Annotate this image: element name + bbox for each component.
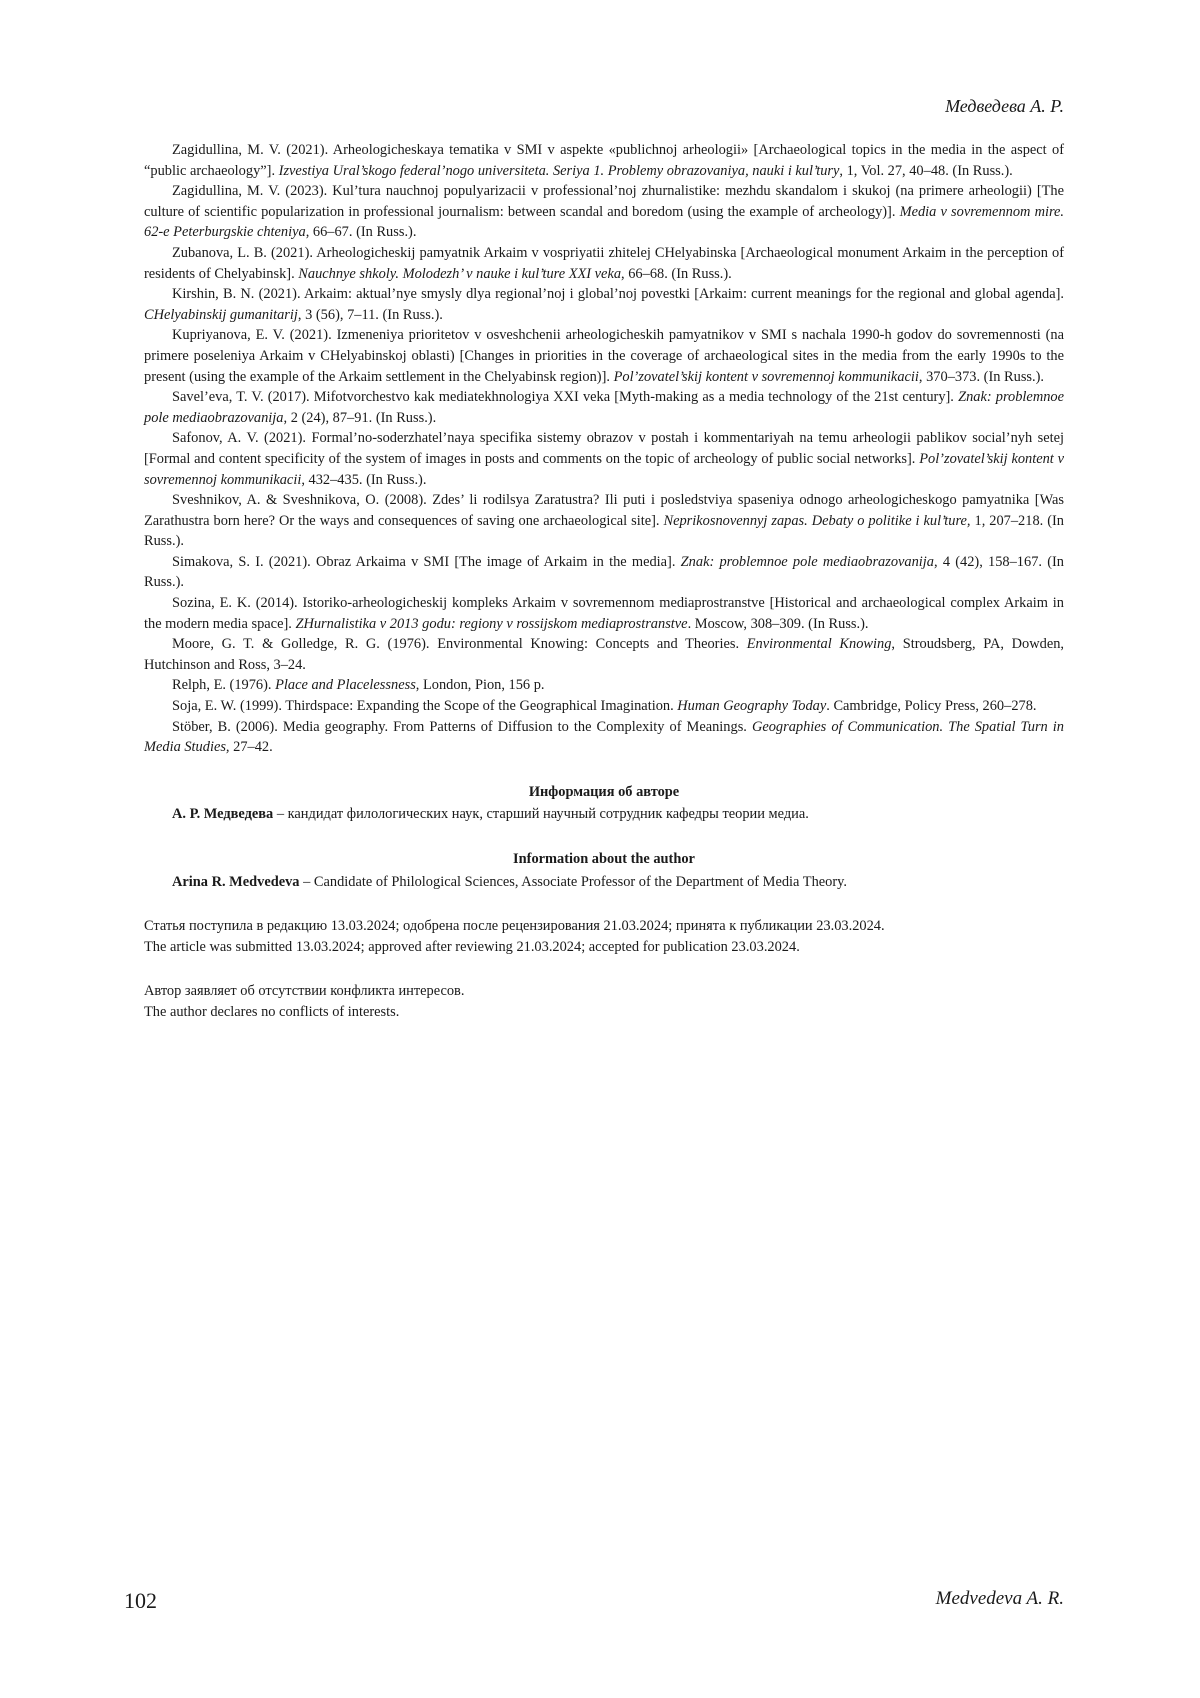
reference-text: Soja, E. W. (1999). Thirdspace: Expanding the Scope of the Geographical Imagination. [172, 698, 678, 715]
reference-details: , 1, Vol. 27, 40–48. (In Russ.). [839, 162, 1013, 179]
reference-item [144, 140, 1064, 181]
author-info-ru [144, 804, 1064, 825]
reference-text: Kupriyanova, E. V. (2021). Izmeneniya prioritetov v osveshchenii arheologicheskih pamyatnikov v SMI s nachala 1990-h godov do sovremennosti (na primere poseleniya Arkaim v CHelyabinskoj oblasti) [Changes in priorities in the coverage of archaeological sites in the media from the early 1990s to the present (using the example of the Arkaim settlement in the Chelyabinsk region)]. [144, 327, 1064, 385]
conflict-ru: Автор заявляет об отсутствии конфликта интересов. [144, 983, 465, 1000]
author-description-ru: – кандидат филологических наук, старший научный сотрудник кафедры теории медиа. [273, 806, 809, 823]
reference-source-title: Place and Placelessness [275, 677, 416, 694]
reference-text: Zubanova, L. B. (2021). Arheologicheskij pamyatnik Arkaim v vospriyatii zhitelej CHelyabinska [Archaeological monument Arkaim in the perception of residents of Chelyabinsk]. [144, 244, 1064, 282]
reference-item [144, 634, 1064, 675]
reference-source-title: Znak: problemnoe pole mediaobrazovanija [680, 553, 934, 570]
reference-source-title: Izvestiya Ural’skogo federal’nogo universiteta. Seriya 1. Problemy obrazovaniya, nauki i kul’tury [278, 162, 840, 179]
reference-details: . Moscow, 308–309. (In Russ.). [687, 615, 869, 632]
reference-source-title: ZHurnalistika v 2013 godu: regiony v rossijskom mediaprostranstve [295, 615, 688, 632]
reference-item [144, 552, 1064, 593]
reference-text: Moore, G. T. & Golledge, R. G. (1976). Environmental Knowing: Concepts and Theories. [172, 636, 747, 653]
reference-text: Relph, E. (1976). [172, 677, 276, 694]
reference-text: Safonov, A. V. (2021). Formal’no-soderzhatel’naya specifika sistemy obrazov v postah i kommentariyah na temu arheologii pablikov social’nyh setej [Formal and content specificity of the system of images in posts and comments on the topic of archeology of public social networks]. [144, 430, 1064, 467]
reference-details: 27–42. [229, 739, 273, 756]
reference-details: , London, Pion, 156 p. [415, 677, 545, 694]
reference-details: , 66–68. (In Russ.). [621, 265, 732, 282]
reference-source-title: Nauchnye shkoly. Molodezh’ v nauke i kul’ture XXI veka [298, 265, 622, 282]
reference-text: Sozina, E. K. (2014). Istoriko-arheologicheskij kompleks Arkaim v sovremennom mediaprostranstve [Historical and archaeological complex Arkaim in the modern media space]. [144, 595, 1064, 632]
reference-item [144, 284, 1064, 325]
conflict-en: The author declares no conflicts of interests. [144, 1003, 400, 1020]
submission-en: The article was submitted 13.03.2024; approved after reviewing 21.03.2024; accepted for publication 23.03.2024. [144, 938, 800, 955]
reference-text: Zagidullina, M. V. (2021). Arheologicheskaya tematika v SMI v aspekte «publichnoj arheologii» [Archaeological topics in the media in the aspect of “public archaeology”]. [144, 142, 1064, 179]
reference-item [144, 717, 1064, 758]
reference-details: , Stroudsberg, PA, Dowden, Hutchinson and Ross, 3–24. [144, 636, 1064, 673]
reference-source-title: Znak: problemnoe pole mediaobrazovanija [144, 389, 1064, 426]
reference-source-title: Pol’zovatel’skij kontent v sovremennoj kommunikacii [144, 450, 1064, 488]
reference-source-title: Pol’zovatel’skij kontent v sovremennoj kommunikacii [613, 368, 919, 385]
reference-text: Stöber, B. (2006). Media geography. From Patterns of Diffusion to the Complexity of Meanings. [172, 718, 752, 735]
reference-text: Simakova, S. I. (2021). Obraz Arkaima v SMI [The image of Arkaim in the media]. [172, 553, 681, 570]
reference-source-title: Geographies of Communication. The Spatial Turn in Media Studies, [144, 718, 1064, 756]
page-number: 102 [124, 1588, 157, 1613]
author-info-heading-en: Information about the author [513, 851, 695, 867]
reference-details: , 432–435. (In Russ.). [301, 471, 427, 488]
author-info-en [144, 872, 1064, 893]
running-head: Медведева А. Р. [945, 96, 1064, 116]
reference-details: , 3 (56), 7–11. (In Russ.). [297, 306, 443, 323]
reference-source-title: Neprikosnovennyj zapas. Debaty o politike i kul’ture, [663, 512, 971, 529]
submission-ru: Статья поступила в редакцию 13.03.2024; одобрена после рецензирования 21.03.2024; принята к публикации 23.03.2024. [144, 918, 885, 935]
reference-item [144, 181, 1064, 243]
reference-item [144, 243, 1064, 284]
reference-item [144, 490, 1064, 552]
submission-notes [144, 916, 1064, 957]
reference-source-title: CHelyabinskij gumanitarij [144, 306, 298, 323]
author-info-heading-ru: Информация об авторе [528, 783, 680, 800]
page-content [144, 140, 1064, 1023]
author-name-en: Arina R. Medvedeva [172, 873, 300, 890]
reference-details: , 370–373. (In Russ.). [918, 368, 1045, 385]
reference-details: . Cambridge, Policy Press, 260–278. [826, 698, 1037, 715]
author-name-ru: А. Р. Медведева [172, 806, 274, 823]
reference-item [144, 696, 1064, 717]
reference-source-title: Media v sovremennom mire. 62-e Peterburgskie chteniya [144, 203, 1065, 241]
reference-details: 1, 207–218. (In Russ.). [144, 512, 1064, 550]
reference-details: , 66–67. (In Russ.). [305, 224, 417, 241]
reference-text: Savel’eva, T. V. (2017). Mifotvorchestvo kak mediatekhnologiya XXI veka [Myth-making as a media technology of the 21st century]. [172, 389, 959, 406]
reference-details: , 4 (42), 158–167. (In Russ.). [144, 553, 1064, 591]
reference-item [144, 428, 1064, 490]
reference-list [144, 140, 1064, 758]
reference-text: Kirshin, B. N. (2021). Arkaim: aktual’nye smysly dlya regional’noj i global’noj povestki [Arkaim: current meanings for the regional and global agenda]. [172, 286, 1064, 303]
reference-details: , 2 (24), 87–91. (In Russ.). [283, 409, 437, 426]
reference-text: Zagidullina, M. V. (2023). Kul’tura nauchnoj populyarizacii v professional’noj zhurnalistike: mezhdu skandalom i skukoj (na primere arheologii) [The culture of scientific popularization in professional journalism: between scandal and boredom (using the example of archeology)]. [144, 183, 1064, 220]
reference-item [144, 325, 1064, 387]
conflict-notes [144, 981, 1064, 1022]
reference-text: Sveshnikov, A. & Sveshnikova, O. (2008). Zdes’ li rodilsya Zaratustra? Ili puti i posledstviya spaseniya odnogo arheologicheskogo pamyatnika [Was Zarathustra born here? Or the ways and consequences of saving one archaeological site]. [144, 492, 1064, 529]
reference-item [144, 593, 1064, 634]
reference-source-title: Environmental Knowing [746, 636, 892, 653]
reference-source-title: Human Geography Today [677, 698, 827, 715]
author-description-en: – Candidate of Philological Sciences, Associate Professor of the Department of Media Theory. [299, 873, 848, 890]
reference-item [144, 387, 1064, 428]
reference-item [144, 675, 1064, 696]
footer-author: Medvedeva A. R. [935, 1588, 1064, 1609]
